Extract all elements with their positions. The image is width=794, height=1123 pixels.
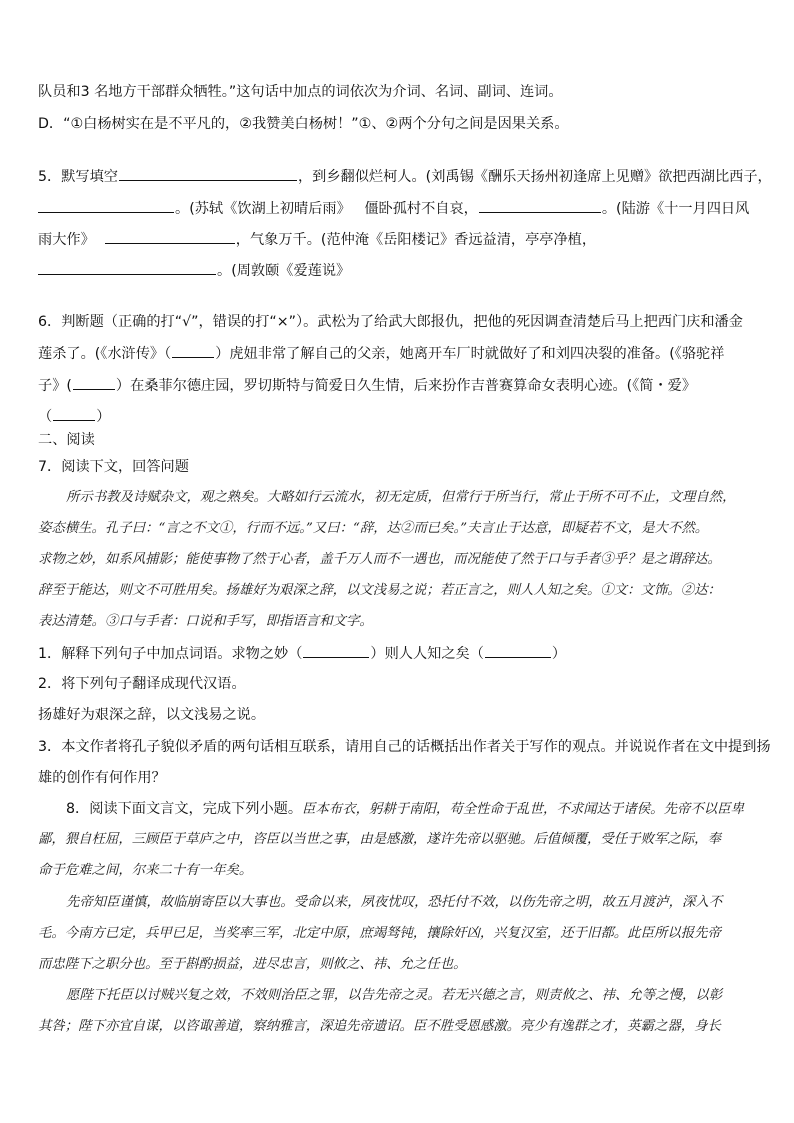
q7-title: 7．阅读下文，回答问题 <box>38 459 189 475</box>
q8-passage-line: 愿陛下托臣以讨贼兴复之效，不效则治臣之罪，以告先帝之灵。若无兴德之言，则责攸之、祎、允等之慢，以彰 <box>66 988 723 1003</box>
q5-line-3 <box>38 228 596 251</box>
q7-passage-line: 表达清楚。③口与手者：口说和手写，即指语言和文字。 <box>38 614 373 629</box>
answer-blank[interactable] <box>303 642 369 658</box>
q5-line-4 <box>38 259 350 282</box>
section-title-reading: 二、阅读 <box>38 432 95 448</box>
q5-text: 。(陆游《十一月四日风 <box>601 201 750 217</box>
q7-sub-question-2-text: 扬雄好为艰深之辞，以文浅易之说。 <box>38 707 266 723</box>
q7-sub-question-3: 3．本文作者将孔子貌似矛盾的两句话相互联系，请用自己的话概括出作者关于写作的观点。并说说作者在文中提到扬 <box>38 739 771 755</box>
q5-line-2 <box>38 197 749 220</box>
answer-blank[interactable] <box>119 165 297 181</box>
q8-passage-line: 先帝知臣谨慎，故临崩寄臣以大事也。受命以来，夙夜忧叹，恐托付不效，以伤先帝之明，故五月渡泸，深入不 <box>66 895 723 910</box>
q5-text: 。(苏轼《饮湖上初晴后雨》 <box>175 201 351 217</box>
q5-text: ，气象万千。(范仲淹《岳阳楼记》香远益清，亭亭净植， <box>235 232 597 248</box>
q8-title: 8．阅读下面文言文，完成下列小题。 <box>66 801 303 817</box>
q5-text: 雨大作》 <box>38 232 95 248</box>
q5-text: 。(周敦颐《爱莲说》 <box>217 263 351 279</box>
q7-text: ） <box>551 646 567 662</box>
q7-sub-question-3: 雄的创作有何作用？ <box>38 770 166 786</box>
answer-blank[interactable] <box>38 259 216 275</box>
q6-text: ） <box>96 409 111 425</box>
q6-line-1: 6．判断题（正确的打“√”，错误的打“×”）。武松为了给武大郎报仇，把他的死因调查清楚后马上把西门庆和潘金 <box>38 314 743 330</box>
q8-passage-line: 命于危难之间，尔来二十有一年矣。 <box>38 863 253 878</box>
answer-blank[interactable] <box>105 228 235 244</box>
q5-label: 5．默写填空 <box>38 169 118 185</box>
q5-line-1 <box>38 165 772 188</box>
q7-passage-line: 所示书教及诗赋杂文，观之熟矣。大略如行云流水，初无定质，但常行于所当行，常止于所不可不止，文理自然， <box>66 490 736 505</box>
q4-statement-tail: 队员和3 名地方干部群众牺牲。”这句话中加点的词依次为介词、名词、副词、连词。 <box>38 84 563 100</box>
q6-text: 子》( <box>38 378 72 394</box>
q7-text: 1．解释下列句子中加点词语。求物之妙（ <box>38 646 303 662</box>
answer-blank[interactable] <box>485 642 551 658</box>
q6-text: 莲杀了。(《水浒传》（ <box>38 346 172 362</box>
q6-text: （ <box>38 409 53 425</box>
q7-sub-question-2: 2．将下列句子翻译成现代汉语。 <box>38 676 246 692</box>
answer-blank[interactable] <box>53 405 95 421</box>
q5-text: 僵卧孤村不自哀， <box>364 201 478 217</box>
answer-blank[interactable] <box>479 197 601 213</box>
q8-line <box>66 798 744 821</box>
answer-blank[interactable] <box>73 374 115 390</box>
q5-text: ，到乡翻似烂柯人。(刘禹锡《酬乐天扬州初逢席上见赠》欲把西湖比西子， <box>297 169 772 185</box>
q8-passage-line: 而忠陛下之职分也。至于斟酌损益，进尽忠言，则攸之、祎、允之任也。 <box>38 957 467 972</box>
q6-line-2 <box>38 342 724 365</box>
q8-passage-line: 毛。今南方已定，兵甲已足，当奖率三军，北定中原，庶竭驽钝，攘除奸凶，兴复汉室，还于旧都。此臣所以报先帝 <box>38 926 721 941</box>
q6-line-4 <box>38 405 110 428</box>
q6-text: ）在桑菲尔德庄园，罗切斯特与简爱日久生情，后来扮作吉普赛算命女表明心迹。(《简・爱》 <box>115 378 697 394</box>
q8-passage-text: 臣本布衣，躬耕于南阳，苟全性命于乱世，不求闻达于诸侯。先帝不以臣卑 <box>302 802 744 817</box>
q7-passage-line: 姿态横生。孔子曰：“言之不文①，行而不远。”又曰：“辞，达②而已矣。”夫言止于达意，即疑若不文，是大不然。 <box>38 521 709 536</box>
q6-text: ）虎妞非常了解自己的父亲，她离开车厂时就做好了和刘四决裂的准备。(《骆驼祥 <box>215 346 725 362</box>
q7-text: ）则人人知之矣（ <box>370 646 484 662</box>
q7-passage-line: 辞至于能达，则文不可胜用矣。扬雄好为艰深之辞，以文浅易之说；若正言之，则人人知之矣。①文：文饰。②达： <box>38 583 721 598</box>
q7-passage-line: 求物之妙，如系风捕影；能使事物了然于心者，盖千万人而不一遇也，而况能使了然于口与手者③乎？是之谓辞达。 <box>38 552 721 567</box>
answer-blank[interactable] <box>38 197 174 213</box>
q4-option-d: D．“①白杨树实在是不平凡的，②我赞美白杨树！”①、②两个分句之间是因果关系。 <box>38 116 569 132</box>
q8-passage-line: 其咎；陛下亦宜自谋，以咨诹善道，察纳雅言，深追先帝遗诏。臣不胜受恩感激。亮少有逸群之才，英霸之器，身长 <box>38 1019 721 1034</box>
q6-line-3 <box>38 374 696 397</box>
q8-passage-line: 鄙，猥自枉屈，三顾臣于草庐之中，咨臣以当世之事，由是感激，遂许先帝以驱驰。后值倾覆，受任于败军之际，奉 <box>38 832 721 847</box>
q7-sub-question-1 <box>38 642 566 665</box>
answer-blank[interactable] <box>172 342 214 358</box>
